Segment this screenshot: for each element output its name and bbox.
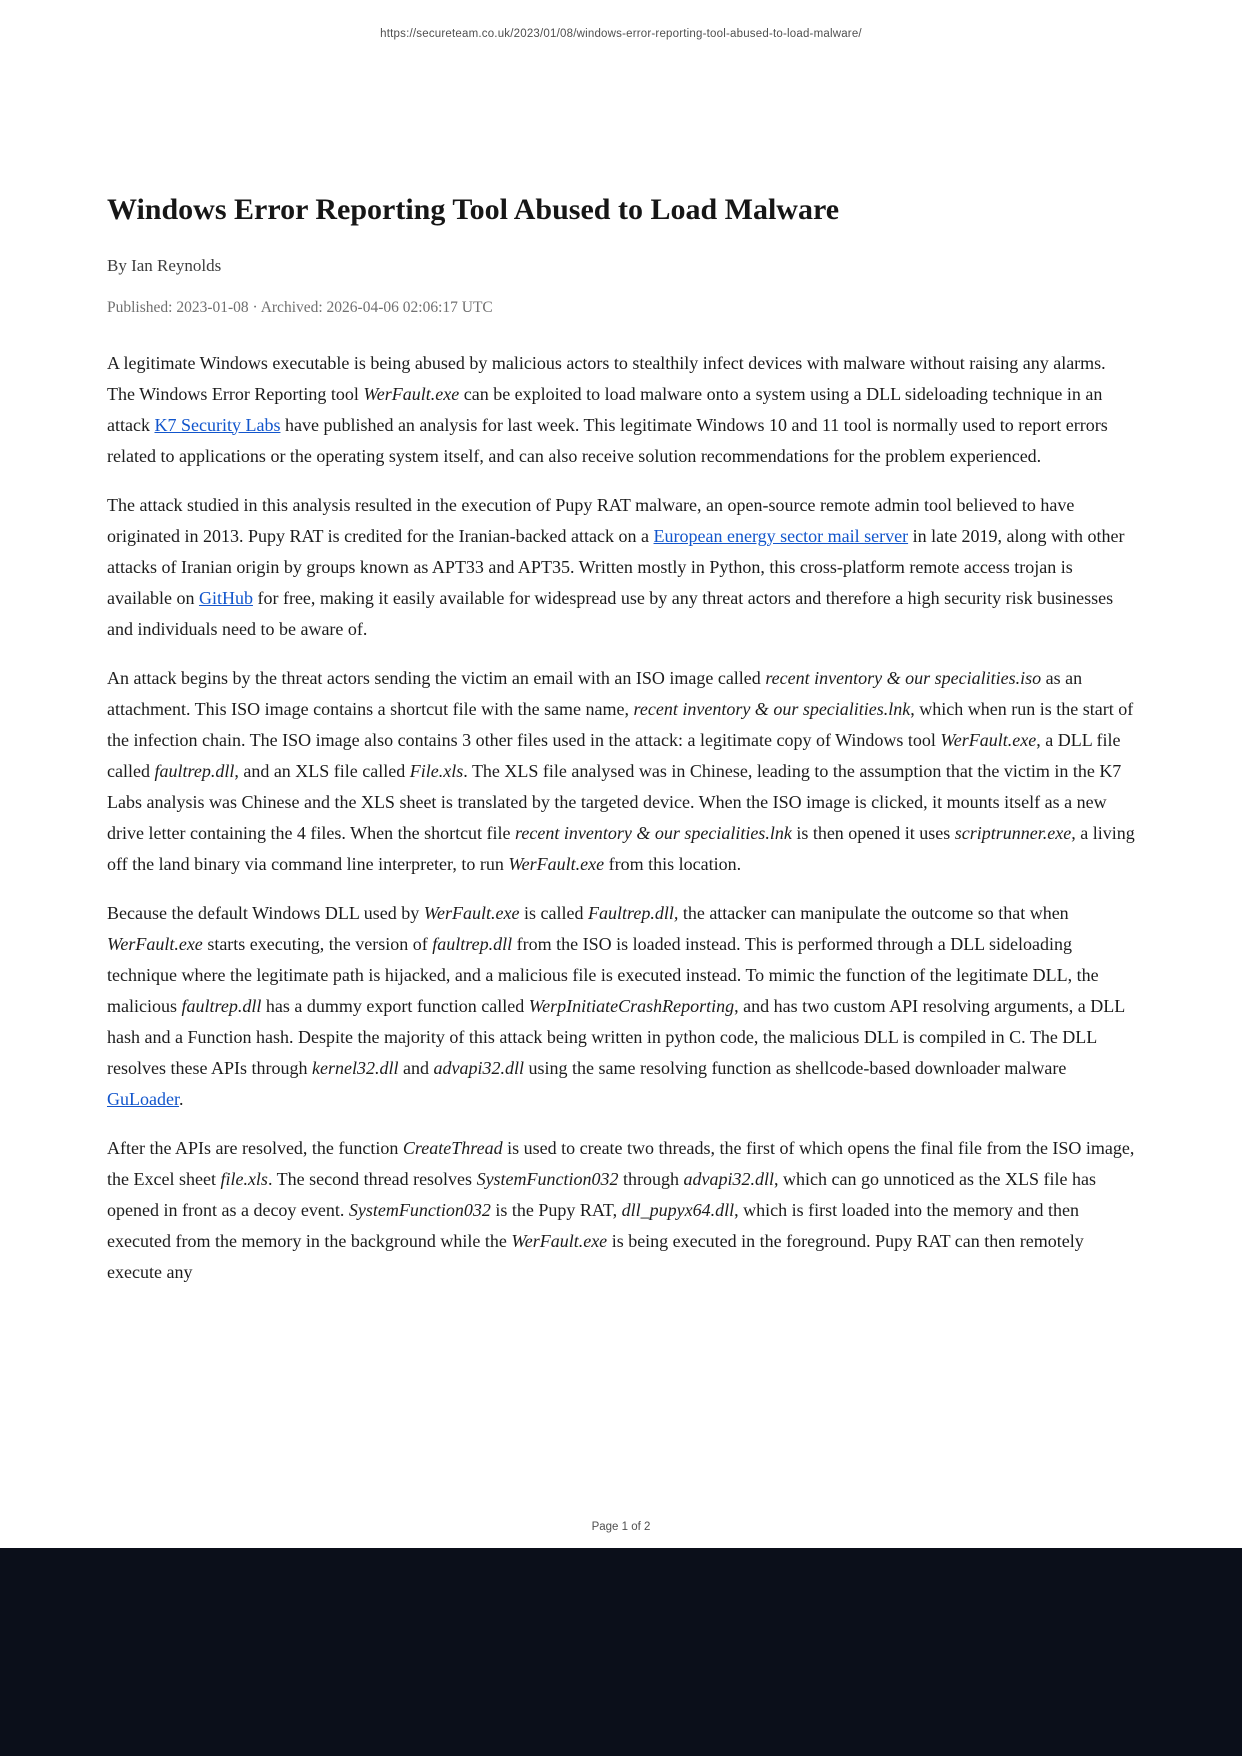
italic-term: recent inventory & our specialities.lnk [515, 822, 792, 843]
text-run: , which is first loaded into the memory and then executed from the memory in the background while the [107, 1199, 1080, 1251]
text-run: , a DLL file called [107, 729, 1121, 781]
italic-term: WerFault.exe [423, 902, 520, 923]
text-run: , which when run is the start of the infection chain. The ISO image also contains 3 other files used in the attack: a legitimate copy of Windows tool [107, 698, 1134, 750]
italic-term: faultrep.dll [181, 995, 262, 1016]
text-run: has a dummy export function called [261, 995, 529, 1016]
text-run: , and has two custom API resolving arguments, a DLL hash and a Function hash. Despite the majority of this attack being written in python code, the malicious DLL is compiled in C. The DLL resolves these APIs through [107, 995, 1125, 1078]
inline-link[interactable]: K7 Security Labs [154, 414, 281, 435]
italic-term: recent inventory & our specialities.iso [765, 667, 1042, 688]
article-title: Windows Error Reporting Tool Abused to Load Malware [107, 193, 840, 226]
italic-term: faultrep.dll [432, 933, 513, 954]
text-run: from the ISO is loaded instead. This is performed through a DLL sideloading technique where the legitimate path is hijacked, and a malicious file is executed instead. To mimic the function of the legitimate DLL, the malicious [107, 933, 1099, 1016]
text-run: is used to create two threads, the first of which opens the final file from the ISO image, the Excel sheet [107, 1137, 1135, 1189]
italic-term: WerFault.exe [508, 853, 605, 874]
text-run: A legitimate Windows executable is being abused by malicious actors to stealthily infect devices with malware without raising any alarms. The Windows Error Reporting tool [107, 352, 1106, 404]
article-paragraph-4 [107, 898, 1137, 1115]
print-header-url: https://secureteam.co.uk/2023/01/08/windows-error-reporting-tool-abused-to-load-malware/ [380, 28, 862, 40]
text-run: from this location. [604, 853, 742, 874]
text-run: in late 2019, along with other attacks of Iranian origin by groups known as APT33 and APT35. Written mostly in Python, this cross-platform remote access trojan is available on [107, 525, 1125, 608]
text-run: , which can go unnoticed as the XLS file has opened in front as a decoy event. [107, 1168, 1096, 1220]
italic-term: WerFault.exe [940, 729, 1037, 750]
italic-term: WerFault.exe [511, 1230, 608, 1251]
italic-term: scriptrunner.exe, [954, 822, 1076, 843]
italic-term: kernel32.dll [311, 1057, 399, 1078]
text-run: through [618, 1168, 684, 1189]
text-run: is called [519, 902, 588, 923]
text-run: can be exploited to load malware onto a system using a DLL sideloading technique in an attack [107, 383, 1103, 435]
italic-term: File.xls [409, 760, 464, 781]
text-run: the attacker can manipulate the outcome so that when [678, 902, 1069, 923]
text-run: The attack studied in this analysis resulted in the execution of Pupy RAT malware, an open-source remote admin tool believed to have originated in 2013. Pupy RAT is credited for the Iranian-backed attack on a [107, 494, 1075, 546]
text-run: is the Pupy RAT, [490, 1199, 622, 1220]
italic-term: Faultrep.dll, [588, 902, 679, 923]
article-meta-dates: Published: 2023-01-08 · Archived: 2026-04-06 02:06:17 UTC [107, 298, 493, 316]
text-run: have published an analysis for last week. This legitimate Windows 10 and 11 tool is normally used to report errors related to applications or the operating system itself, and can also receive solution recommendations for the problem experienced. [107, 414, 1108, 466]
italic-term: dll_pupyx64.dll [621, 1199, 735, 1220]
text-run: for free, making it easily available for widespread use by any threat actors and therefore a high security risk businesses and individuals need to be aware of. [107, 587, 1114, 639]
italic-term: advapi32.dll [433, 1057, 524, 1078]
text-run: as an attachment. This ISO image contains a shortcut file with the same name, [107, 667, 1083, 719]
article-byline: By Ian Reynolds [107, 255, 222, 275]
text-run: . The XLS file analysed was in Chinese, leading to the assumption that the victim in the K7 Labs analysis was Chinese and the XLS sheet is translated by the targeted device. When the ISO image is clicked, it mounts itself as a new drive letter containing the 4 files. When the shortcut file [107, 760, 1122, 843]
text-run: is being executed in the foreground. Pupy RAT can then remotely execute any [107, 1230, 1084, 1282]
text-run: and [398, 1057, 434, 1078]
text-run: Because the default Windows DLL used by [107, 902, 424, 923]
italic-term: SystemFunction032 [348, 1199, 491, 1220]
page-number: Page 1 of 2 [591, 1521, 651, 1533]
text-run: a living off the land binary via command line interpreter, to run [107, 822, 1135, 874]
text-run: , and an XLS file called [234, 760, 410, 781]
italic-term: advapi32.dll [683, 1168, 775, 1189]
italic-term: WerpInitiateCrashReporting [528, 995, 735, 1016]
article-body [107, 348, 1137, 1288]
article-paragraph-2 [107, 490, 1137, 645]
text-run: . The second thread resolves [267, 1168, 477, 1189]
text-run: . [178, 1088, 184, 1109]
article-paragraph-1 [107, 348, 1137, 472]
inline-link[interactable]: European energy sector mail server [653, 525, 909, 546]
italic-term: WerFault.exe [363, 383, 460, 404]
article-paragraph-3 [107, 663, 1137, 880]
italic-term: file.xls [220, 1168, 268, 1189]
text-run: is then opened it uses [791, 822, 955, 843]
italic-term: CreateThread [402, 1137, 503, 1158]
text-run: An attack begins by the threat actors sending the victim an email with an ISO image called [107, 667, 766, 688]
text-run: After the APIs are resolved, the function [107, 1137, 403, 1158]
italic-term: SystemFunction032 [476, 1168, 619, 1189]
inline-link[interactable]: GitHub [198, 587, 253, 608]
article [107, 191, 1137, 1306]
inline-link[interactable]: GuLoader [107, 1088, 179, 1109]
italic-term: faultrep.dll [154, 760, 235, 781]
text-run: starts executing, the version of [202, 933, 433, 954]
italic-term: WerFault.exe [107, 933, 203, 954]
italic-term: recent inventory & our specialities.lnk [633, 698, 911, 719]
text-run: using the same resolving function as shellcode-based downloader malware [523, 1057, 1067, 1078]
next-page-dark-band [0, 1548, 1242, 1756]
article-paragraph-5 [107, 1133, 1137, 1288]
